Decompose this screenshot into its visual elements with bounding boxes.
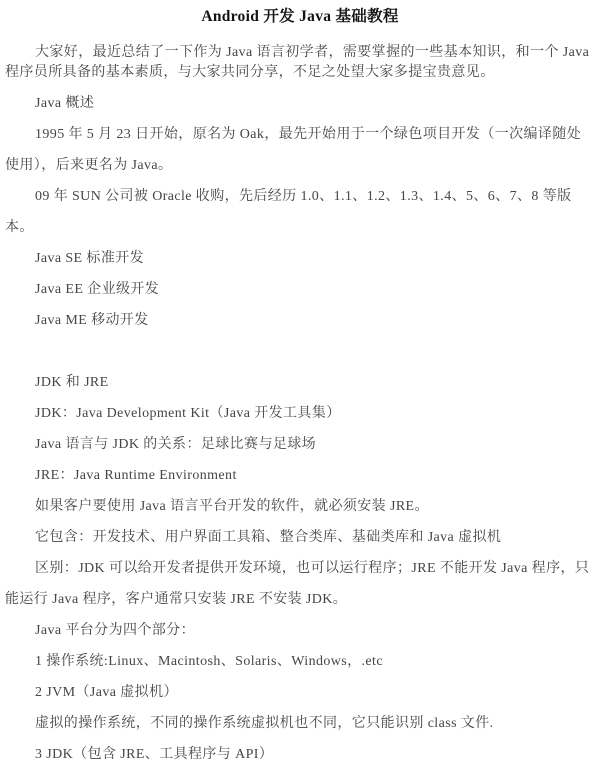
document-line: 虚拟的操作系统，不同的操作系统虚拟机也不同，它只能识别 class 文件. bbox=[35, 716, 494, 731]
document-line: 09 年 SUN 公司被 Oracle 收购，先后经历 1.0、1.1、1.2、1.3、1.4、5、6、7、8 等版 bbox=[35, 189, 572, 204]
document-title: Android 开发 Java 基础教程 bbox=[201, 8, 399, 25]
document-line: JRE：Java Runtime Environment bbox=[35, 468, 237, 483]
document-line: 如果客户要使用 Java 语言平台开发的软件，就必须安装 JRE。 bbox=[35, 499, 429, 514]
document-line: JDK：Java Development Kit（Java 开发工具集） bbox=[35, 406, 341, 421]
document-line: 本。 bbox=[5, 220, 34, 235]
document-line: 它包含：开发技术、用户界面工具箱、整合类库、基础类库和 Java 虚拟机 bbox=[35, 530, 502, 545]
document-line: 大家好，最近总结了一下作为 Java 语言初学者，需要掌握的一些基本知识，和一个 Java bbox=[35, 45, 590, 60]
document-line: Java EE 企业级开发 bbox=[35, 282, 160, 297]
document-body bbox=[5, 37, 595, 765]
document-line: 1995 年 5 月 23 日开始，原名为 Oak，最先开始用于一个绿色项目开发（一次编译随处 bbox=[35, 127, 582, 142]
document-line: Java 概述 bbox=[35, 96, 95, 111]
document-line bbox=[5, 336, 595, 367]
document-line: JDK 和 JRE bbox=[35, 375, 109, 390]
document-line: 能运行 Java 程序，客户通常只安装 JRE 不安装 JDK。 bbox=[5, 592, 348, 607]
document-line: 1 操作系统:Linux、Macintosh、Solaris、Windows，.etc bbox=[35, 654, 383, 669]
document-line: 程序员所具备的基本素质，与大家共同分享，不足之处望大家多提宝贵意见。 bbox=[5, 65, 495, 80]
document-line: 区别：JDK 可以给开发者提供开发环境，也可以运行程序；JRE 不能开发 Java 程序，只 bbox=[35, 561, 590, 576]
document-line: Java SE 标准开发 bbox=[35, 251, 145, 266]
document-line: 2 JVM（Java 虚拟机） bbox=[35, 685, 178, 700]
document-line: Java 语言与 JDK 的关系：足球比赛与足球场 bbox=[35, 437, 317, 452]
document-line: Java 平台分为四个部分： bbox=[35, 623, 195, 638]
document-line: 使用），后来更名为 Java。 bbox=[5, 158, 173, 173]
document-line: 3 JDK（包含 JRE、工具程序与 API） bbox=[35, 747, 274, 762]
document-line: Java ME 移动开发 bbox=[35, 313, 149, 328]
